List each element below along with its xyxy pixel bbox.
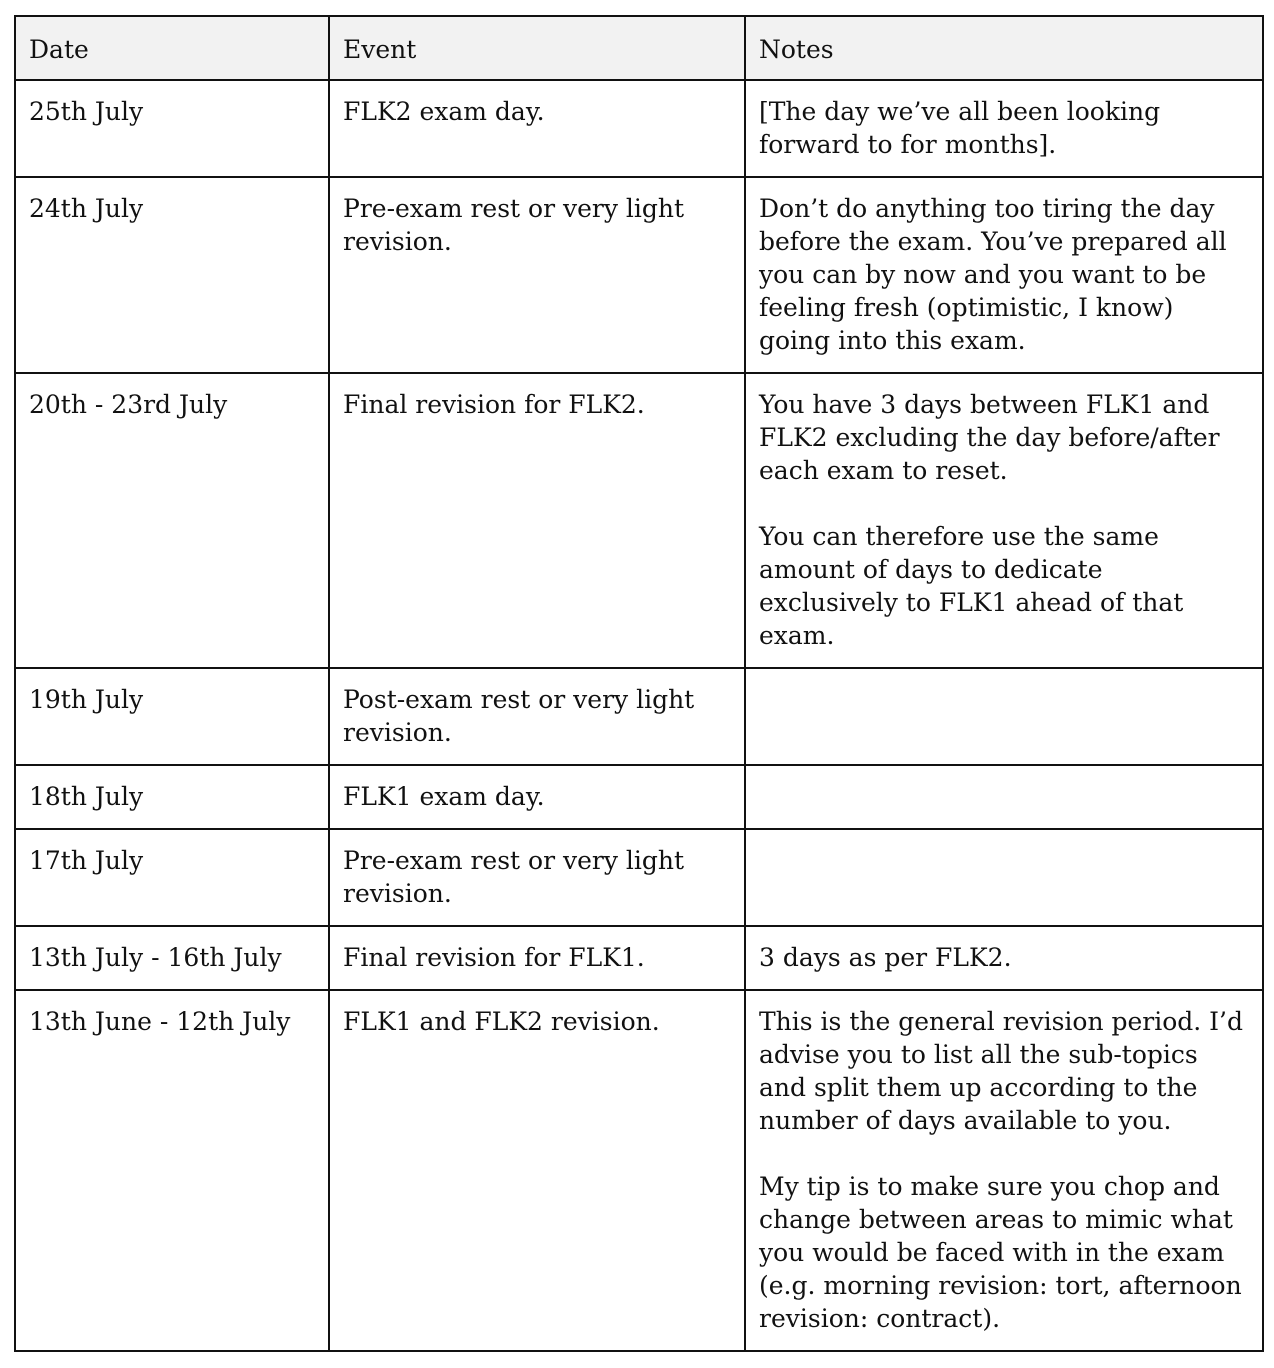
date-cell: 24th July <box>15 177 329 373</box>
notes-paragraph: [The day we’ve all been looking forward to for months]. <box>759 97 1161 159</box>
event-cell: Pre-exam rest or very light revision. <box>329 829 745 926</box>
event-cell: FLK1 and FLK2 revision. <box>329 990 745 1351</box>
table-row <box>15 926 1263 990</box>
notes-paragraph: You can therefore use the same amount of days to dedicate exclusively to FLK1 ahead of that exam. <box>759 522 1184 650</box>
table-row <box>15 990 1263 1351</box>
event-cell: FLK1 exam day. <box>329 765 745 829</box>
table-row <box>15 80 1263 177</box>
notes-cell <box>745 80 1263 177</box>
notes-cell <box>745 177 1263 373</box>
column-header-notes: Notes <box>745 16 1263 80</box>
table-row <box>15 668 1263 765</box>
date-cell: 20th - 23rd July <box>15 373 329 668</box>
notes-cell <box>745 990 1263 1351</box>
event-cell: Final revision for FLK2. <box>329 373 745 668</box>
notes-cell <box>745 373 1263 668</box>
column-header-event: Event <box>329 16 745 80</box>
date-cell: 13th June - 12th July <box>15 990 329 1351</box>
header-row <box>15 16 1263 80</box>
date-cell: 25th July <box>15 80 329 177</box>
notes-paragraph: My tip is to make sure you chop and change between areas to mimic what you would be faced with in the exam (e.g. morning revision: tort, afternoon revision: contract). <box>759 1172 1242 1333</box>
event-cell: FLK2 exam day. <box>329 80 745 177</box>
notes-paragraph: 3 days as per FLK2. <box>759 943 1012 972</box>
notes-paragraph: This is the general revision period. I’d advise you to list all the sub-topics and split them up according to the number of days available to you. <box>759 1007 1244 1135</box>
table-row <box>15 177 1263 373</box>
notes-cell <box>745 668 1263 765</box>
notes-cell <box>745 765 1263 829</box>
notes-cell <box>745 926 1263 990</box>
event-cell: Post-exam rest or very light revision. <box>329 668 745 765</box>
table-row <box>15 373 1263 668</box>
date-cell: 18th July <box>15 765 329 829</box>
notes-paragraph: You have 3 days between FLK1 and FLK2 excluding the day before/after each exam to reset. <box>759 390 1220 485</box>
schedule-table <box>14 15 1264 1352</box>
event-cell: Pre-exam rest or very light revision. <box>329 177 745 373</box>
notes-paragraph: Don’t do anything too tiring the day before the exam. You’ve prepared all you can by now and you want to be feeling fresh (optimistic, I know) going into this exam. <box>759 194 1227 355</box>
date-cell: 13th July - 16th July <box>15 926 329 990</box>
date-cell: 19th July <box>15 668 329 765</box>
table-row <box>15 829 1263 926</box>
notes-cell <box>745 829 1263 926</box>
date-cell: 17th July <box>15 829 329 926</box>
event-cell: Final revision for FLK1. <box>329 926 745 990</box>
table-row <box>15 765 1263 829</box>
column-header-date: Date <box>15 16 329 80</box>
